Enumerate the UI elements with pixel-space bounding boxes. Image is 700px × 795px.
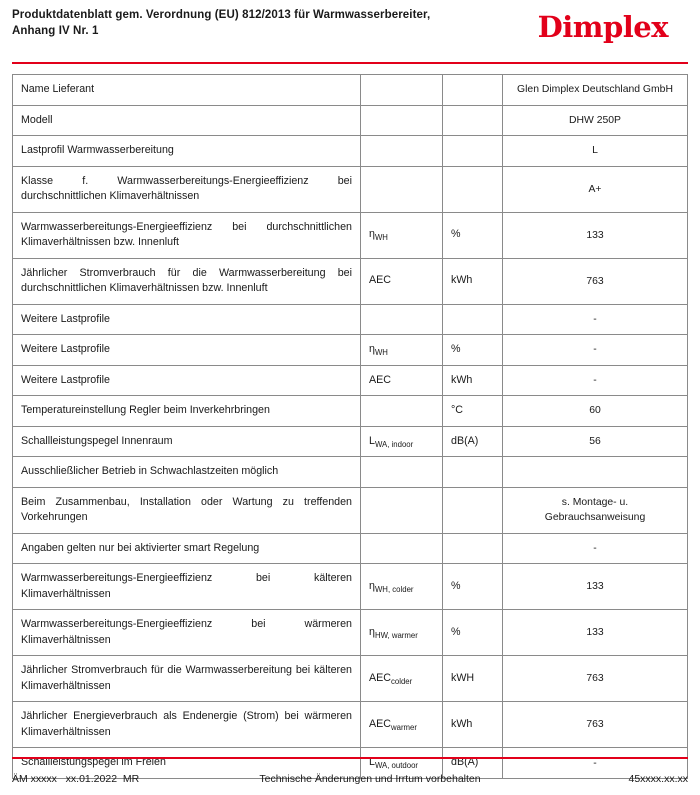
row-symbol [361,610,443,656]
row-unit: kWH [443,656,503,702]
row-label: Jährlicher Stromverbrauch für die Warmwasserbereitung bei kälteren Klimaverhältnissen [13,656,361,702]
row-symbol [361,656,443,702]
row-value: L [503,136,688,167]
symbol-subscript: WH, colder [374,585,414,595]
row-value: 133 [503,212,688,258]
row-symbol [361,426,443,457]
row-symbol [361,212,443,258]
row-symbol [361,457,443,488]
row-value: - [503,365,688,396]
document-footer [12,773,688,785]
footer-divider [12,757,688,759]
row-unit [443,487,503,533]
row-unit [443,304,503,335]
table-row [13,212,688,258]
row-value: DHW 250P [503,105,688,136]
row-unit: °C [443,396,503,427]
product-data-table [12,74,688,779]
row-value: 763 [503,702,688,748]
symbol-subscript: warmer [390,723,417,733]
table-row [13,258,688,304]
row-label: Lastprofil Warmwasserbereitung [13,136,361,167]
table-row [13,656,688,702]
row-value: s. Montage- u. Gebrauchsanweisung [503,487,688,533]
symbol-base: η [369,626,375,639]
table-row [13,335,688,366]
row-symbol [361,75,443,106]
row-value: - [503,533,688,564]
document-header [12,0,688,56]
page-title: Produktdatenblatt gem. Verordnung (EU) 812/2013 für Warmwasserbereiter, Anhang IV Nr. 1 [12,9,431,37]
symbol-base: η [369,343,375,356]
symbol-base: η [369,228,375,241]
symbol-subscript: WH [374,233,388,243]
row-unit: % [443,610,503,656]
dimplex-logo: Dimplex [537,10,668,44]
row-value: Glen Dimplex Deutschland GmbH [503,75,688,106]
row-unit [443,105,503,136]
row-label: Warmwasserbereitungs-Energieeffizienz bei kälteren Klimaverhältnissen [13,564,361,610]
row-symbol [361,166,443,212]
row-unit [443,457,503,488]
row-unit: dB(A) [443,426,503,457]
symbol-subscript: WA, outdoor [374,761,418,771]
row-unit [443,136,503,167]
row-value: 763 [503,258,688,304]
row-symbol [361,365,443,396]
row-value: 60 [503,396,688,427]
table-body [13,75,688,779]
table-row [13,396,688,427]
row-unit: % [443,212,503,258]
row-label: Weitere Lastprofile [13,365,361,396]
row-value: A+ [503,166,688,212]
row-label: Warmwasserbereitungs-Energieeffizienz bei wärmeren Klimaverhältnissen [13,610,361,656]
header-divider [12,62,688,64]
row-unit [443,166,503,212]
table-row [13,487,688,533]
footer-disclaimer: Technische Änderungen und Irrtum vorbehalten [259,773,481,785]
row-unit: kWh [443,702,503,748]
row-symbol [361,335,443,366]
symbol-subscript: HW, warmer [374,631,418,641]
row-unit: % [443,335,503,366]
row-unit: dB(A) [443,748,503,779]
row-label: Ausschließlicher Betrieb in Schwachlastzeiten möglich [13,457,361,488]
symbol-base: AEC [369,718,391,731]
table-row [13,426,688,457]
table-row [13,533,688,564]
symbol-base: η [369,580,375,593]
row-symbol [361,304,443,335]
row-label: Warmwasserbereitungs-Energieeffizienz bei durchschnittlichen Klimaverhältnissen bzw. Innenluft [13,212,361,258]
row-label: Weitere Lastprofile [13,335,361,366]
row-unit: % [443,564,503,610]
row-label: Klasse f. Warmwasserbereitungs-Energieeffizienz bei durchschnittlichen Klimaverhältnissen [13,166,361,212]
table-row [13,304,688,335]
table-row [13,105,688,136]
row-value: - [503,748,688,779]
row-value [503,457,688,488]
footer-document-number: 45xxxx.xx.xx [628,773,688,785]
row-label: Schallleistungspegel im Freien [13,748,361,779]
table-row [13,457,688,488]
row-value: 763 [503,656,688,702]
table-row [13,610,688,656]
symbol-subscript: WH [374,348,388,358]
row-symbol [361,258,443,304]
table-row [13,564,688,610]
row-symbol [361,487,443,533]
table-row [13,702,688,748]
row-unit: kWh [443,365,503,396]
row-unit [443,533,503,564]
row-unit [443,75,503,106]
row-value: 56 [503,426,688,457]
row-label: Angaben gelten nur bei aktivierter smart Regelung [13,533,361,564]
symbol-base: AEC [369,274,391,287]
row-symbol [361,136,443,167]
symbol-subscript: colder [390,677,413,687]
symbol-base: L [369,756,375,769]
table-row [13,136,688,167]
row-label: Name Lieferant [13,75,361,106]
row-label: Beim Zusammenbau, Installation oder Wartung zu treffenden Vorkehrungen [13,487,361,533]
symbol-base: AEC [369,672,391,685]
row-label: Weitere Lastprofile [13,304,361,335]
symbol-base: AEC [369,373,391,386]
row-symbol [361,702,443,748]
row-label: Modell [13,105,361,136]
table-row [13,75,688,106]
symbol-base: L [369,434,375,447]
row-unit: kWh [443,258,503,304]
symbol-subscript: WA, indoor [374,439,414,449]
row-value: 133 [503,564,688,610]
row-symbol [361,105,443,136]
row-label: Jährlicher Energieverbrauch als Endenergie (Strom) bei wärmeren Klimaverhältnissen [13,702,361,748]
table-row [13,166,688,212]
row-label: Schallleistungspegel Innenraum [13,426,361,457]
row-label: Jährlicher Stromverbrauch für die Warmwasserbereitung bei durchschnittlichen Klimaverhältnissen bzw. Innenluft [13,258,361,304]
row-label: Temperatureinstellung Regler beim Inverkehrbringen [13,396,361,427]
row-symbol [361,564,443,610]
row-symbol [361,533,443,564]
footer-revision: ÄM xxxxx xx.01.2022 MR [12,773,140,785]
row-value: - [503,335,688,366]
row-value: - [503,304,688,335]
row-value: 133 [503,610,688,656]
table-row [13,365,688,396]
row-symbol [361,396,443,427]
